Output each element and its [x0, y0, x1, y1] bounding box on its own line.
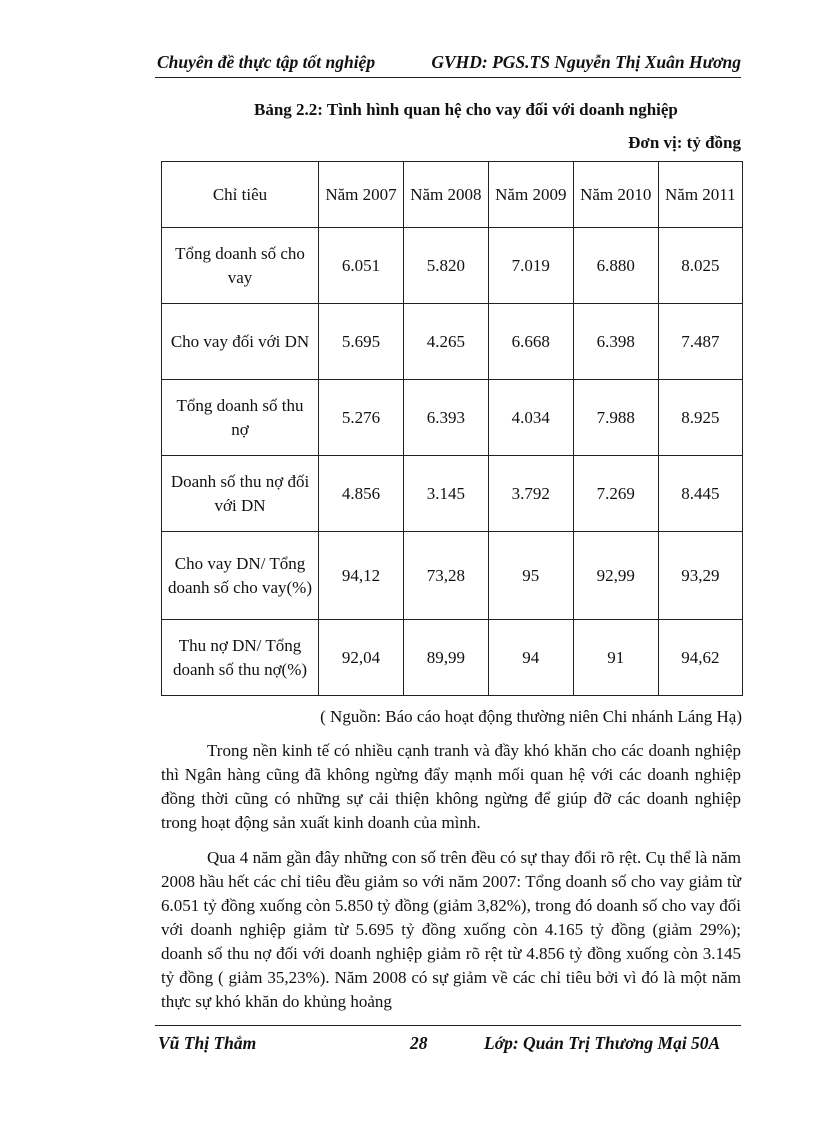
table-row [162, 304, 743, 380]
header-divider [155, 77, 741, 78]
table-cell: 6.051 [319, 228, 404, 304]
row-label: Tổng doanh số thu nợ [162, 380, 319, 456]
table-row [162, 228, 743, 304]
table-title: Bảng 2.2: Tình hình quan hệ cho vay đối với doanh nghiệp [254, 100, 678, 119]
table-cell: 6.398 [573, 304, 658, 380]
table-cell: 92,04 [319, 620, 404, 696]
table-cell: 4.265 [403, 304, 488, 380]
table-cell: 8.925 [658, 380, 742, 456]
table-cell: 73,28 [403, 532, 488, 620]
table-cell: 94,12 [319, 532, 404, 620]
body-paragraph: Trong nền kinh tế có nhiều cạnh tranh và đầy khó khăn cho các doanh nghiệp thì Ngân hàng cũng đã không ngừng đẩy mạnh mối quan hệ với các doanh nghiệp đồng thời cũng có những sự cải thiện không ngừng để giúp đỡ các doanh nghiệp trong hoạt động sản xuất kinh doanh của mình. [161, 741, 741, 832]
row-label: Doanh số thu nợ đối với DN [162, 456, 319, 532]
row-label: Cho vay DN/ Tổng doanh số cho vay(%) [162, 532, 319, 620]
table-cell: 3.792 [488, 456, 573, 532]
table-row [162, 620, 743, 696]
column-header: Năm 2007 [319, 162, 404, 228]
row-label: Cho vay đối với DN [162, 304, 319, 380]
footer-author: Vũ Thị Thắm [158, 1033, 257, 1053]
table-cell: 93,29 [658, 532, 742, 620]
table-cell: 7.988 [573, 380, 658, 456]
table-cell: 7.269 [573, 456, 658, 532]
table-source: ( Nguồn: Báo cáo hoạt động thường niên Chi nhánh Láng Hạ) [320, 707, 742, 726]
table-cell: 6.393 [403, 380, 488, 456]
table-cell: 95 [488, 532, 573, 620]
table-row [162, 532, 743, 620]
row-label: Thu nợ DN/ Tổng doanh số thu nợ(%) [162, 620, 319, 696]
table-cell: 6.880 [573, 228, 658, 304]
table-cell: 92,99 [573, 532, 658, 620]
table-cell: 4.034 [488, 380, 573, 456]
page-header [155, 52, 741, 76]
table-cell: 5.820 [403, 228, 488, 304]
column-header: Năm 2009 [488, 162, 573, 228]
column-header: Năm 2011 [658, 162, 742, 228]
header-title: Chuyên đề thực tập tốt nghiệp [157, 52, 376, 72]
table-cell: 7.019 [488, 228, 573, 304]
table-header-row [162, 162, 743, 228]
column-header: Chỉ tiêu [162, 162, 319, 228]
page-number: 28 [410, 1033, 428, 1053]
body-paragraph: Qua 4 năm gần đây những con số trên đều có sự thay đổi rõ rệt. Cụ thể là năm 2008 hầu hết các chỉ tiêu đều giảm so với năm 2007: Tổng doanh số cho vay giảm từ 6.051 tỷ đồng xuống còn 5.850 tỷ đồng (giảm 3,82%), trong đó doanh số cho vay đối với doanh nghiệp giảm từ 5.695 tỷ đồng xuống còn 4.165 tỷ đồng (giảm 29%); doanh số thu nợ đối với doanh nghiệp giảm rõ rệt từ 4.856 tỷ đồng xuống còn 3.145 tỷ đồng ( giảm 35,23%). Năm 2008 có sự giảm về các chỉ tiêu bởi vì đó là một năm thực sự khó khăn do khủng hoảng [161, 848, 741, 1011]
table-cell: 91 [573, 620, 658, 696]
table-cell: 5.695 [319, 304, 404, 380]
table-cell: 6.668 [488, 304, 573, 380]
table-cell: 8.445 [658, 456, 742, 532]
row-label: Tổng doanh số cho vay [162, 228, 319, 304]
column-header: Năm 2010 [573, 162, 658, 228]
table-unit: Đơn vị: tỷ đồng [628, 133, 741, 152]
table-cell: 94 [488, 620, 573, 696]
table-cell: 89,99 [403, 620, 488, 696]
column-header: Năm 2008 [403, 162, 488, 228]
table-cell: 7.487 [658, 304, 742, 380]
loan-table [161, 161, 743, 696]
table-row [162, 380, 743, 456]
table-cell: 4.856 [319, 456, 404, 532]
footer-class: Lớp: Quản Trị Thương Mại 50A [484, 1033, 721, 1053]
header-supervisor: GVHD: PGS.TS Nguyễn Thị Xuân Hương [431, 52, 741, 72]
table-cell: 5.276 [319, 380, 404, 456]
table-row [162, 456, 743, 532]
table-cell: 94,62 [658, 620, 742, 696]
table-cell: 8.025 [658, 228, 742, 304]
table-cell: 3.145 [403, 456, 488, 532]
footer-divider [155, 1025, 741, 1026]
